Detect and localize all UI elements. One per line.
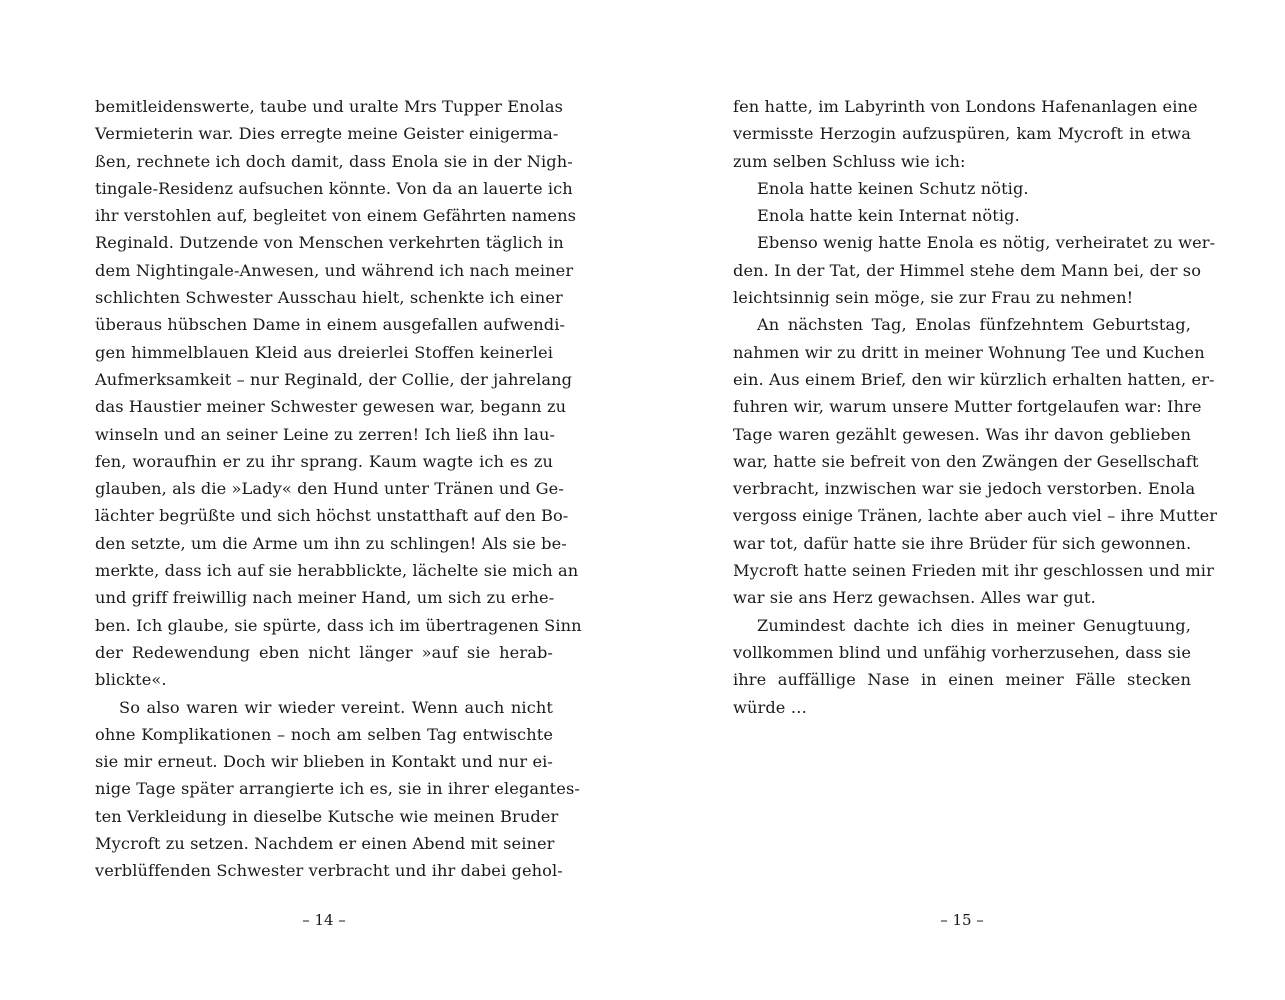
text-line: ßen, rechnete ich doch damit, dass Enola sie in der Nigh-	[95, 151, 573, 171]
text-line: Aufmerksamkeit – nur Reginald, der Collie, der jahrelang	[95, 369, 573, 389]
page-number-left: – 14 –	[302, 911, 346, 929]
right-page-text	[733, 93, 1218, 721]
text-line: nige Tage später arrangierte ich es, sie in ihrer elegantes-	[95, 779, 580, 799]
text-line: den setzte, um die Arme um ihn zu schlingen! Als sie be-	[95, 533, 567, 553]
text-line: Mycroft hatte seinen Frieden mit ihr geschlossen und mir	[733, 561, 1214, 581]
text-line: ohne Komplikationen – noch am selben Tag entwischte	[95, 724, 553, 744]
text-line: tingale-Residenz aufsuchen könnte. Von da an lauerte ich	[95, 178, 573, 198]
text-line: lächter begrüßte und sich höchst unstatthaft auf den Bo-	[95, 506, 569, 526]
text-line: So also waren wir wieder vereint. Wenn auch nicht	[119, 697, 553, 717]
text-line: sie mir erneut. Doch wir blieben in Kontakt und nur ei-	[95, 752, 553, 772]
left-page-text	[95, 93, 582, 885]
text-line: blickte«.	[95, 670, 167, 690]
text-line: war, hatte sie befreit von den Zwängen der Gesellschaft	[733, 451, 1199, 471]
text-line: ihre auffällige Nase in einen meiner Fälle stecken	[733, 670, 1191, 690]
text-line: glauben, als die »Lady« den Hund unter Tränen und Ge-	[95, 479, 564, 499]
text-line: Tage waren gezählt gewesen. Was ihr davon geblieben	[733, 424, 1191, 444]
text-line: vermisste Herzogin aufzuspüren, kam Mycroft in etwa	[733, 124, 1191, 144]
page-number-right: – 15 –	[940, 911, 984, 929]
text-line: Mycroft zu setzen. Nachdem er einen Abend mit seiner	[95, 834, 555, 854]
text-line: vergoss einige Tränen, lachte aber auch viel – ihre Mutter	[733, 506, 1218, 526]
text-line: fuhren wir, warum unsere Mutter fortgelaufen war: Ihre	[733, 397, 1202, 417]
text-line: merkte, dass ich auf sie herabblickte, lächelte sie mich an	[95, 561, 579, 581]
text-line: fen, woraufhin er zu ihr sprang. Kaum wagte ich es zu	[95, 451, 553, 471]
text-line: dem Nightingale-Anwesen, und während ich nach meiner	[95, 260, 574, 280]
text-line: den. In der Tat, der Himmel stehe dem Mann bei, der so	[733, 260, 1202, 280]
text-line: war sie ans Herz gewachsen. Alles war gut.	[733, 588, 1096, 608]
text-line: das Haustier meiner Schwester gewesen war, begann zu	[95, 397, 567, 417]
text-line: Ebenso wenig hatte Enola es nötig, verheiratet zu wer-	[757, 233, 1216, 253]
text-line: nahmen wir zu dritt in meiner Wohnung Tee und Kuchen	[733, 342, 1205, 362]
text-line: Reginald. Dutzende von Menschen verkehrten täglich in	[95, 233, 564, 253]
text-line: Zumindest dachte ich dies in meiner Genugtuung,	[757, 615, 1191, 635]
text-line: verbracht, inzwischen war sie jedoch verstorben. Enola	[733, 479, 1196, 499]
text-line: leichtsinnig sein möge, sie zur Frau zu nehmen!	[733, 288, 1134, 308]
text-line: überaus hübschen Dame in einem ausgefallen aufwendi-	[95, 315, 566, 335]
text-line: winseln und an seiner Leine zu zerren! Ich ließ ihn lau-	[95, 424, 556, 444]
text-line: Vermieterin war. Dies erregte meine Geister einigerma-	[95, 124, 559, 144]
text-line: bemitleidenswerte, taube und uralte Mrs Tupper Enolas	[95, 97, 563, 116]
text-line: und griff freiwillig nach meiner Hand, um sich zu erhe-	[95, 588, 555, 608]
text-line: An nächsten Tag, Enolas fünfzehntem Geburtstag,	[757, 315, 1191, 335]
text-line: ten Verkleidung in dieselbe Kutsche wie meinen Bruder	[95, 806, 559, 826]
text-line: fen hatte, im Labyrinth von Londons Hafenanlagen eine	[733, 97, 1198, 116]
text-line: zum selben Schluss wie ich:	[733, 151, 966, 171]
text-line: verblüffenden Schwester verbracht und ihr dabei gehol-	[95, 861, 563, 881]
text-line: Enola hatte keinen Schutz nötig.	[757, 178, 1029, 198]
text-line: der Redewendung eben nicht länger »auf sie herab-	[95, 642, 553, 662]
text-line: ein. Aus einem Brief, den wir kürzlich erhalten hatten, er-	[733, 369, 1215, 389]
text-line: vollkommen blind und unfähig vorherzusehen, dass sie	[733, 642, 1191, 662]
text-line: war tot, dafür hatte sie ihre Brüder für sich gewonnen.	[733, 533, 1192, 553]
text-line: gen himmelblauen Kleid aus dreierlei Stoffen keinerlei	[95, 342, 553, 362]
text-line: schlichten Schwester Ausschau hielt, schenkte ich einer	[95, 288, 563, 308]
text-line: ihr verstohlen auf, begleitet von einem Gefährten namens	[95, 206, 577, 226]
text-line: würde …	[733, 697, 807, 717]
text-line: Enola hatte kein Internat nötig.	[757, 206, 1020, 226]
text-line: ben. Ich glaube, sie spürte, dass ich im übertragenen Sinn	[95, 615, 582, 635]
